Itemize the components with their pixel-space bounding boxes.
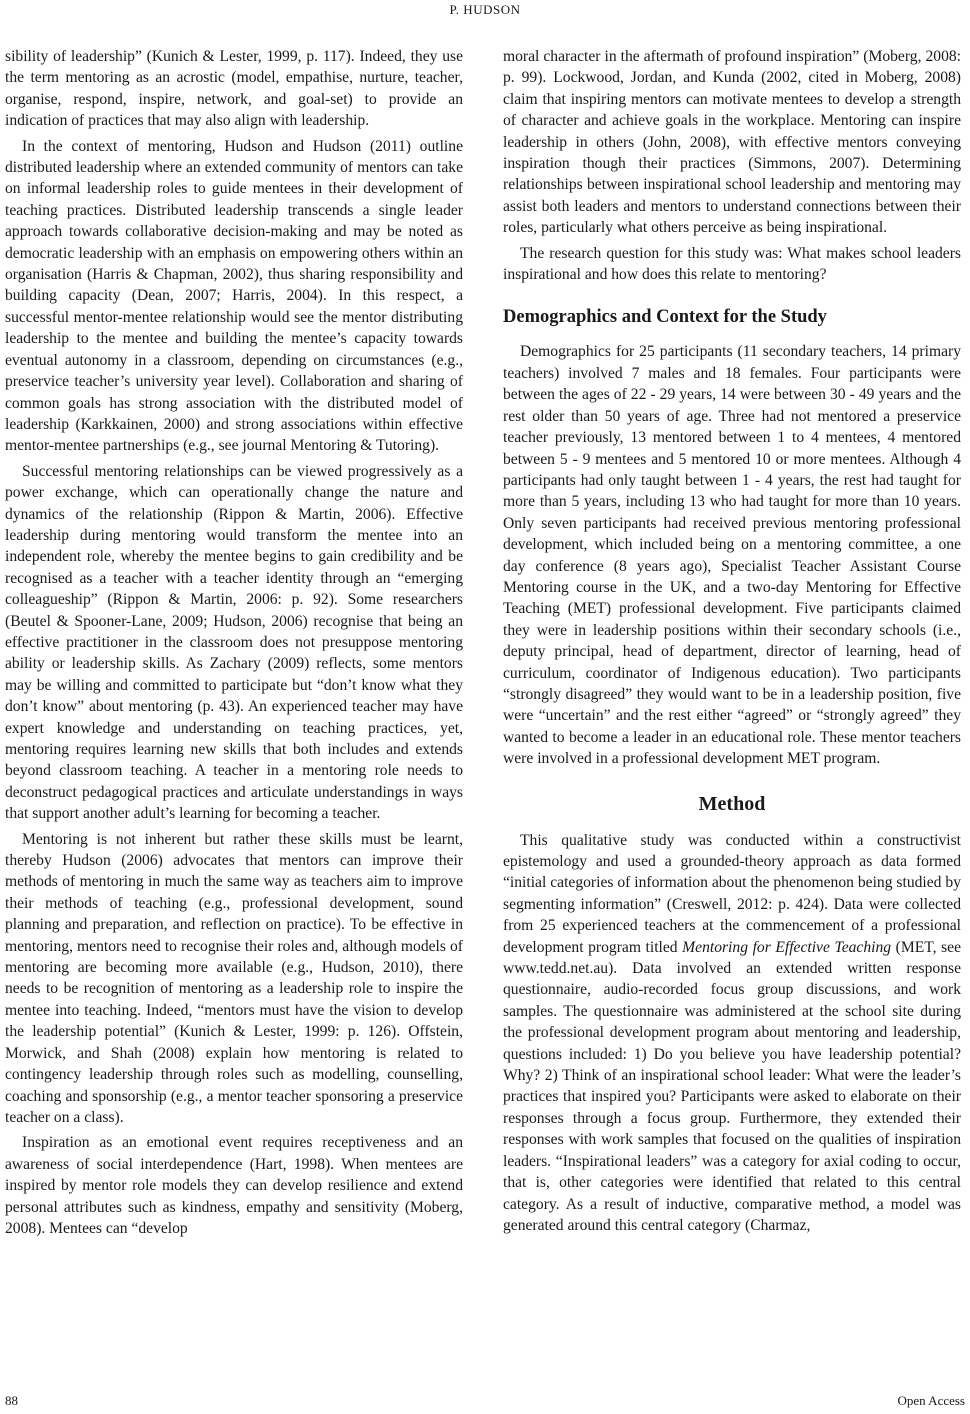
running-head: P. HUDSON: [449, 2, 521, 17]
section-heading-demographics: Demographics and Context for the Study: [503, 307, 827, 328]
body-paragraph: Successful mentoring relationships can be viewed progressively as a power exchange, which can operationally change the nature and dynamics of the relationship (Rippon & Martin, 2006). Effective leadership during mentoring would transform the mentee into an independent role, whereby the mentee begins to gain credibility and be recognised as a teacher with a teacher identity through an “emerging colleagueship” (Rippon & Martin, 2006: p. 92). Some researchers (Beutel & Spooner-Lane, 2009; Hudson, 2006) recognise that being an effective practitioner in the classroom does not presuppose mentoring ability or leadership skills. As Zachary (2009) reflects, some mentors may be willing and committed to participate but “don’t know what they don’t know” about mentoring (p. 43). An experienced teacher may have expert knowledge and understanding on teaching practices, yet, mentoring requires learning new skills that both includes and extends beyond classroom teaching. A teacher in a mentoring role needs to deconstruct pedagogical practices and articulate understandings in ways that support another adult’s learning for becoming a teacher.: [5, 462, 463, 823]
body-paragraph: moral character in the aftermath of profound inspiration” (Moberg, 2008: p. 99). Lockwood, Jordan, and Kunda (2002, cited in Moberg, 2008) claim that inspiring mentors can motivate mentees to develop a strength of character and achieve goals in the workplace. Mentoring can inspire leadership in others (John, 2008), with effective mentors conveying inspiration though their practices (Simmons, 2007). Determining relationships between inspirational school leadership and mentoring may assist both leaders and mentors to understand connections between their roles, particularly what others perceive as being inspirational.: [503, 48, 961, 237]
body-paragraph: Inspiration as an emotional event requires receptiveness and an awareness of social interdependence (Hart, 1998). When mentees are inspired by mentor role models they can develop resilience and extend personal attributes such as kindness, empathy and sensitivity (Moberg, 2008). Mentees can “develop: [5, 1134, 463, 1237]
research-question-paragraph: The research question for this study was: What makes school leaders inspirational and how does this relate to mentoring?: [503, 244, 961, 284]
body-paragraph: In the context of mentoring, Hudson and Hudson (2011) outline distributed leadership where an extended community of mentors can take on informal leadership roles to guide mentees in their development of teaching practices. Distributed leadership transcends a single leader approach towards collaborative decision-making and may be noted as democratic leadership with an emphasis on empowering others within an organisation (Harris & Chapman, 2002), thus sharing responsibility and building capacity (Dean, 2007; Harris, 2004). In this respect, a successful mentor-mentee relationship would see the mentor distributing leadership to the mentee and building the mentee’s capacity towards eventual autonomy in a classroom, depending on circumstances (e.g., preservice teacher’s university year level). Collaboration and sharing of common goals has strong association with the distributed model of leadership (Karkkainen, 2000) and strong associations within effective mentor-mentee partnerships (e.g., see journal Mentoring & Tutoring).: [5, 137, 463, 455]
body-paragraph: Demographics for 25 participants (11 secondary teachers, 14 primary teachers) involved 7 males and 18 females. Four participants were between the ages of 22 - 29 years, 14 were between 30 - 49 years and the rest older than 50 years of age. Three had not mentored a preservice teacher previously, 13 mentored between 1 to 4 mentees, 4 mentored between 5 - 9 mentees and 5 mentored 10 or more mentees. Although 4 participants had only taught between 1 - 4 years, the rest had taught for more than 5 years, including 13 who had taught for more than 10 years. Only seven participants had received previous mentoring professional development, which included being on a mentoring committee, a one day conference (8 years ago), Specialist Teacher Assistant Course Mentoring course in the UK, and a two-day Mentoring for Effective Teaching (MET) professional development. Five participants claimed they were in leadership positions within their secondary schools (i.e., deputy principal, head of department, director of learning, head of curriculum, coordinator of Indigenous education). Two participants “strongly disagreed” they would want to be in a leadership position, five were “uncertain” and the rest either “agreed” or “strongly agreed” they wanted to become a leader in an educational role. These mentor teachers were involved in a professional development MET program.: [503, 343, 961, 768]
method-text-start: This qualitative study was conducted within a constructivist epistemology and used a grounded-theory approach as data formed “initial categories of information about the phenomenon being studied by segmenting information” (Creswell, 2012: p. 424). Data were collected from 25 experienced teachers at the commencement of a professional development program titled: [503, 831, 961, 956]
method-text-end: (MET, see www.tedd.net.au). Data involved an extended written response questionnaire, audio-recorded focus group discussions, and work samples. The questionnaire was administered at the school site during the professional development program about mentoring and leadership, questions included: 1) Do you believe you have leadership potential? Why? 2) Think of an inspirational school leader: What were the leader’s practices that inspired you? Participants were asked to elaborate on their responses through a focus group. Furthermore, they extended their responses with work samples that focused on the qualities of inspiration leaders. “Inspirational leaders” was a category for axial coding to occur, that is, other categories were identified that related to this central category. As a result of inductive, comparative method, a model was generated around this central category (Charmaz,: [503, 938, 961, 1234]
right-column: [503, 46, 961, 1240]
body-paragraph: sibility of leadership” (Kunich & Lester, 1999, p. 117). Indeed, they use the term mentoring as an acrostic (model, empathise, nurture, teacher, organise, respond, inspire, network, and goal-set) to provide an indication of practices that may also align with leadership.: [5, 48, 463, 130]
body-paragraph: Mentoring is not inherent but rather these skills must be learnt, thereby Hudson (2006) advocates that mentors can improve their methods of mentoring in much the same way as teachers aim to improve their methods of teaching (e.g., professional development, sound planning and preparation, and reflection on practice). To be effective in mentoring, mentors need to recognise their roles and, although models of mentoring are becoming more available (e.g., Hudson, 2010), there needs to be recognition of mentoring as a leadership role to inspire the mentee into teaching. Indeed, “mentors must have the vision to develop the leadership potential” (Kunich & Lester, 1999: p. 126). Offstein, Morwick, and Shah (2008) explain how mentoring is related to contingency leadership through roles such as modelling, counselling, coaching and sponsorship (e.g., a mentor teacher sponsoring a preservice teacher on a class).: [5, 830, 463, 1126]
method-paragraph: [503, 830, 961, 1237]
program-title: Mentoring for Effective Teaching: [682, 938, 892, 956]
page-number: 88: [5, 1393, 18, 1408]
section-heading-method: Method: [698, 792, 766, 815]
left-column: [5, 46, 463, 1243]
publisher-label: Open Access: [897, 1393, 965, 1408]
